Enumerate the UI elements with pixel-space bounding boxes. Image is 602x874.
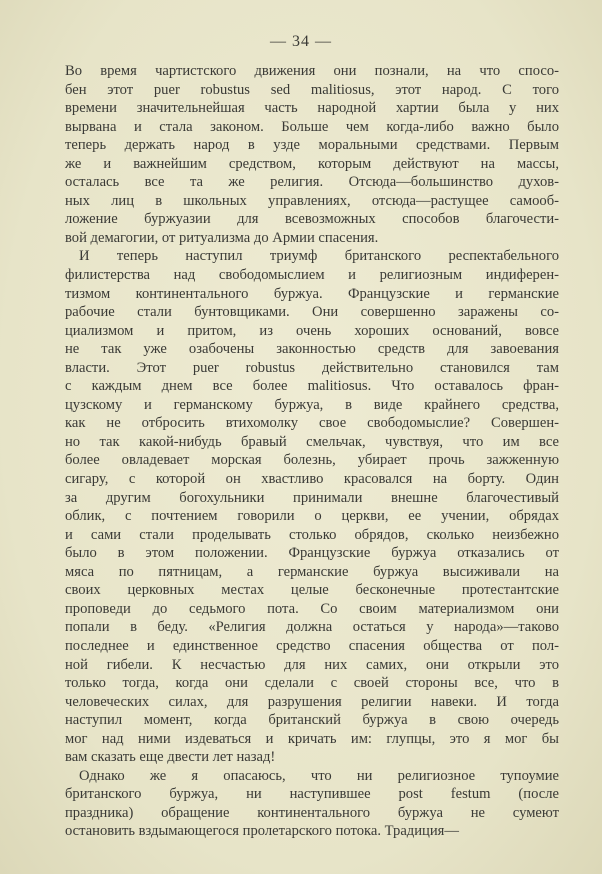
text-line: ной гибели. К несчастью для них самих, они открыли это xyxy=(65,656,559,673)
text-line: власти. Этот puer robustus действительно становился там xyxy=(65,359,559,376)
text-line: мог над ними издеваться и кричать им: глупцы, это я мог бы xyxy=(65,730,559,747)
text-line: но так какой-нибудь бравый смельчак, чувствуя, что им все xyxy=(65,433,559,450)
text-line: вырвана и стала законом. Больше чем когда-либо важно было xyxy=(65,118,559,135)
text-line: осталась все та же религия. Отсюда—большинство духов- xyxy=(65,174,559,191)
text-line: же и важнейшим средством, которым действуют на массы, xyxy=(65,155,559,172)
text-line: остановить вздымающегося пролетарского потока. Традиция— xyxy=(65,823,459,840)
text-line: британского буржуа, ни наступившее post festum (после xyxy=(65,786,559,803)
text-line: Однако же я опасаюсь, что ни религиозное тупоумие xyxy=(79,767,559,784)
text-line: и сами стали проделывать столько обрядов, сколько неизбежно xyxy=(65,526,559,543)
page-number: — 34 — xyxy=(270,33,332,50)
text-line: циализмом и притом, из очень хороших оснований, вовсе xyxy=(65,322,559,339)
text-line: Во время чартистского движения они познали, на что спосо- xyxy=(65,63,559,79)
text-line: тизмом континентального буржуа. Французские и германские xyxy=(65,285,559,302)
text-line: вам сказать еще двести лет назад! xyxy=(65,749,276,766)
paragraph xyxy=(65,767,559,841)
text-line: рабочие стали бунтовщиками. Они совершенно заражены со- xyxy=(65,304,559,321)
paragraph xyxy=(65,247,559,766)
text-line: ных лиц в школьных управлениях, отсюда—растущее самооб- xyxy=(65,192,559,209)
text-line: цузскому и германскому буржуа, в виде крайнего средства, xyxy=(65,396,559,413)
text-line: сигару, с которой он хвастливо красовался на борту. Один xyxy=(65,471,559,488)
text-line: времени значительнейшая часть народной хартии была у них xyxy=(65,100,559,117)
text-line: теперь держать народ в узде моральными средствами. Первым xyxy=(65,137,559,154)
text-line: вой демагогии, от ритуализма до Армии спасения. xyxy=(65,229,379,246)
text-line: только тогда, когда они сделали с своей стороны все, что в xyxy=(65,675,559,692)
text-line: с каждым днем все более malitiosus. Что оставалось фран- xyxy=(65,378,559,395)
text-line: за другим богохульники принимали внешне благочестивый xyxy=(65,489,559,506)
text-line: филистерства над свободомыслием и религиозным индиферен- xyxy=(65,267,559,284)
text-line: как не отбросить втихомолку свое свободомыслие? Совершен- xyxy=(65,415,559,432)
paragraph xyxy=(65,62,559,247)
text-line: не так уже озабочены законностью средств для завоевания xyxy=(65,341,559,358)
text-line: ложение буржуазии для всевозможных способов благочести- xyxy=(65,211,559,228)
text-line: И теперь наступил триумф британского респектабельного xyxy=(79,248,559,265)
text-line: было в этом положении. Французские буржуа отказались от xyxy=(65,545,559,562)
text-line: наступил момент, когда британский буржуа в свою очередь xyxy=(65,712,559,729)
text-line: попали в беду. «Религия должна остаться у народа»—таково xyxy=(65,619,559,636)
text-line: последнее и единственное средство спасения общества от пол- xyxy=(65,637,559,654)
text-line: своих церковных местах целые бесконечные протестантские xyxy=(65,582,559,599)
text-line: мяса по пятницам, а германские буржуа высиживали на xyxy=(65,563,559,580)
body-text xyxy=(65,62,559,841)
text-line: бен этот puer robustus sed malitiosus, этот народ. С того xyxy=(65,81,559,98)
text-line: праздника) обращение континентального буржуа не сумеют xyxy=(65,804,559,821)
text-line: более овладевает морская болезнь, убирает прочь зажженную xyxy=(65,452,559,469)
text-line: человеческих силах, для разрушения религии навеки. И тогда xyxy=(65,693,559,710)
text-line: облик, с почтением говорили о церкви, ее учении, обрядах xyxy=(65,508,559,525)
text-line: проповеди до седьмого пота. Со своим материализмом они xyxy=(65,600,559,617)
